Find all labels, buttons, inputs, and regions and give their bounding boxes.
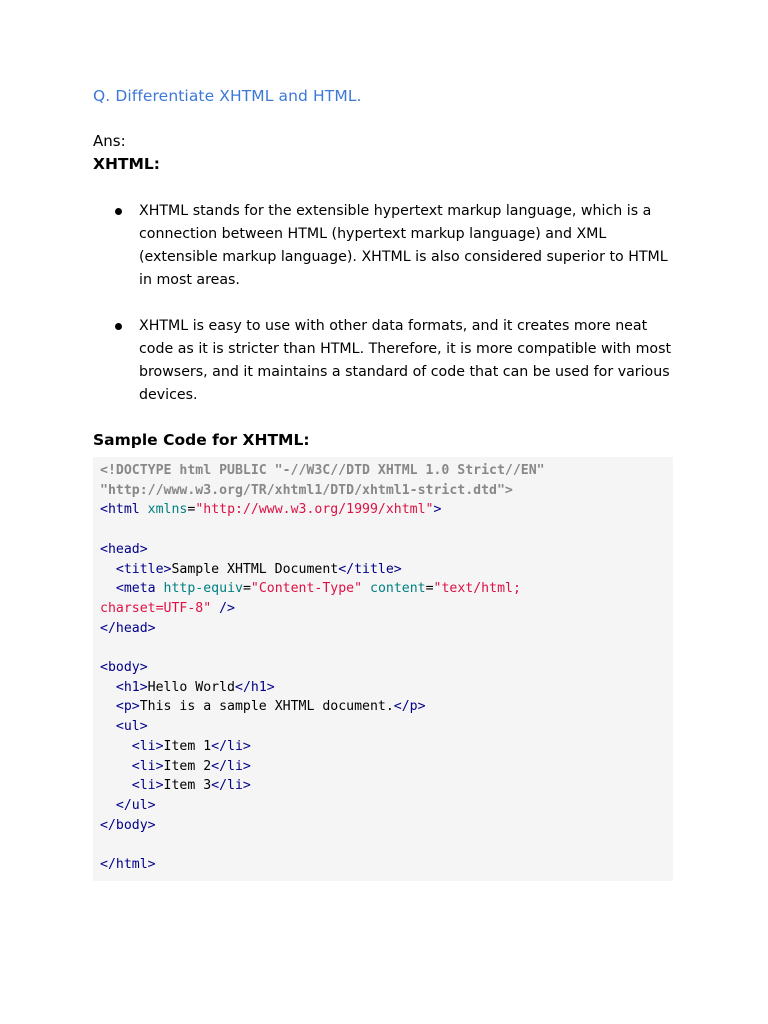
code-text-node: Hello World (147, 679, 235, 695)
code-block (93, 457, 673, 881)
code-tag: </head> (100, 620, 156, 636)
code-tag: <li> (131, 738, 164, 754)
code-text-node: Item 1 (163, 738, 212, 754)
code-tag: <p> (115, 699, 140, 715)
code-tag: </ul> (115, 797, 156, 813)
bullet-icon (115, 323, 122, 330)
code-tag: </title> (338, 561, 402, 577)
code-tag: <h1> (115, 679, 148, 695)
code-text-node: Sample XHTML Document (171, 561, 339, 577)
code-tag: </body> (100, 817, 156, 833)
code-value: charset=UTF-8" (100, 600, 212, 616)
code-tag: </p> (393, 699, 426, 715)
bullet-text: XHTML is easy to use with other data formats, and it creates more neat code as it is stricter than HTML. Therefore, it is more compatible with most browsers, and it maintains a standard of code that can be used for various devices. (139, 318, 672, 403)
code-tag: <html (100, 502, 140, 518)
code-tag: <meta (115, 581, 156, 597)
code-tag: <head> (100, 541, 148, 557)
question-heading: Q. Differentiate XHTML and HTML. (93, 87, 362, 105)
code-punct: = (425, 581, 434, 597)
code-tag: </li> (211, 758, 251, 774)
xhtml-bullet-list (93, 200, 683, 430)
code-tag: </h1> (235, 679, 275, 695)
bullet-text: XHTML stands for the extensible hypertext markup language, which is a connection between HTML (hypertext markup language) and XML (extensible markup language). XHTML is also considered superior to HTML in most areas. (139, 203, 668, 288)
code-tag: <title> (115, 561, 172, 577)
code-doctype-line: <!DOCTYPE html PUBLIC "-//W3C//DTD XHTML 1.0 Strict//EN" (100, 463, 545, 478)
code-attr: http-equiv (163, 581, 243, 597)
code-text-node: This is a sample XHTML document. (139, 699, 394, 715)
xhtml-heading: XHTML: (93, 155, 160, 173)
code-tag: > (433, 502, 442, 518)
list-item (93, 315, 683, 407)
code-text (93, 457, 673, 875)
code-tag: <li> (131, 758, 164, 774)
code-tag: /> (219, 600, 235, 616)
code-tag: <ul> (115, 719, 148, 735)
code-value: "Content-Type" (250, 581, 363, 597)
code-tag: </li> (211, 778, 251, 794)
code-text-node: Item 2 (163, 758, 212, 774)
code-value: "http://www.w3.org/1999/xhtml" (195, 502, 434, 518)
list-item (93, 200, 683, 292)
sample-code-heading: Sample Code for XHTML: (93, 431, 310, 449)
answer-label: Ans: (93, 132, 126, 150)
code-doctype-line: "http://www.w3.org/TR/xhtml1/DTD/xhtml1-strict.dtd"> (100, 482, 513, 498)
code-attr: content (370, 581, 426, 597)
code-tag: <li> (131, 778, 164, 794)
code-value: "text/html; (433, 581, 521, 597)
bullet-icon (115, 208, 122, 215)
code-punct: = (242, 581, 251, 597)
code-tag: </li> (211, 738, 251, 754)
code-attr: xmlns (147, 502, 188, 518)
code-tag: </html> (100, 857, 156, 873)
code-text-node: Item 3 (163, 778, 212, 794)
code-punct: = (187, 502, 196, 518)
code-tag: <body> (100, 660, 148, 676)
